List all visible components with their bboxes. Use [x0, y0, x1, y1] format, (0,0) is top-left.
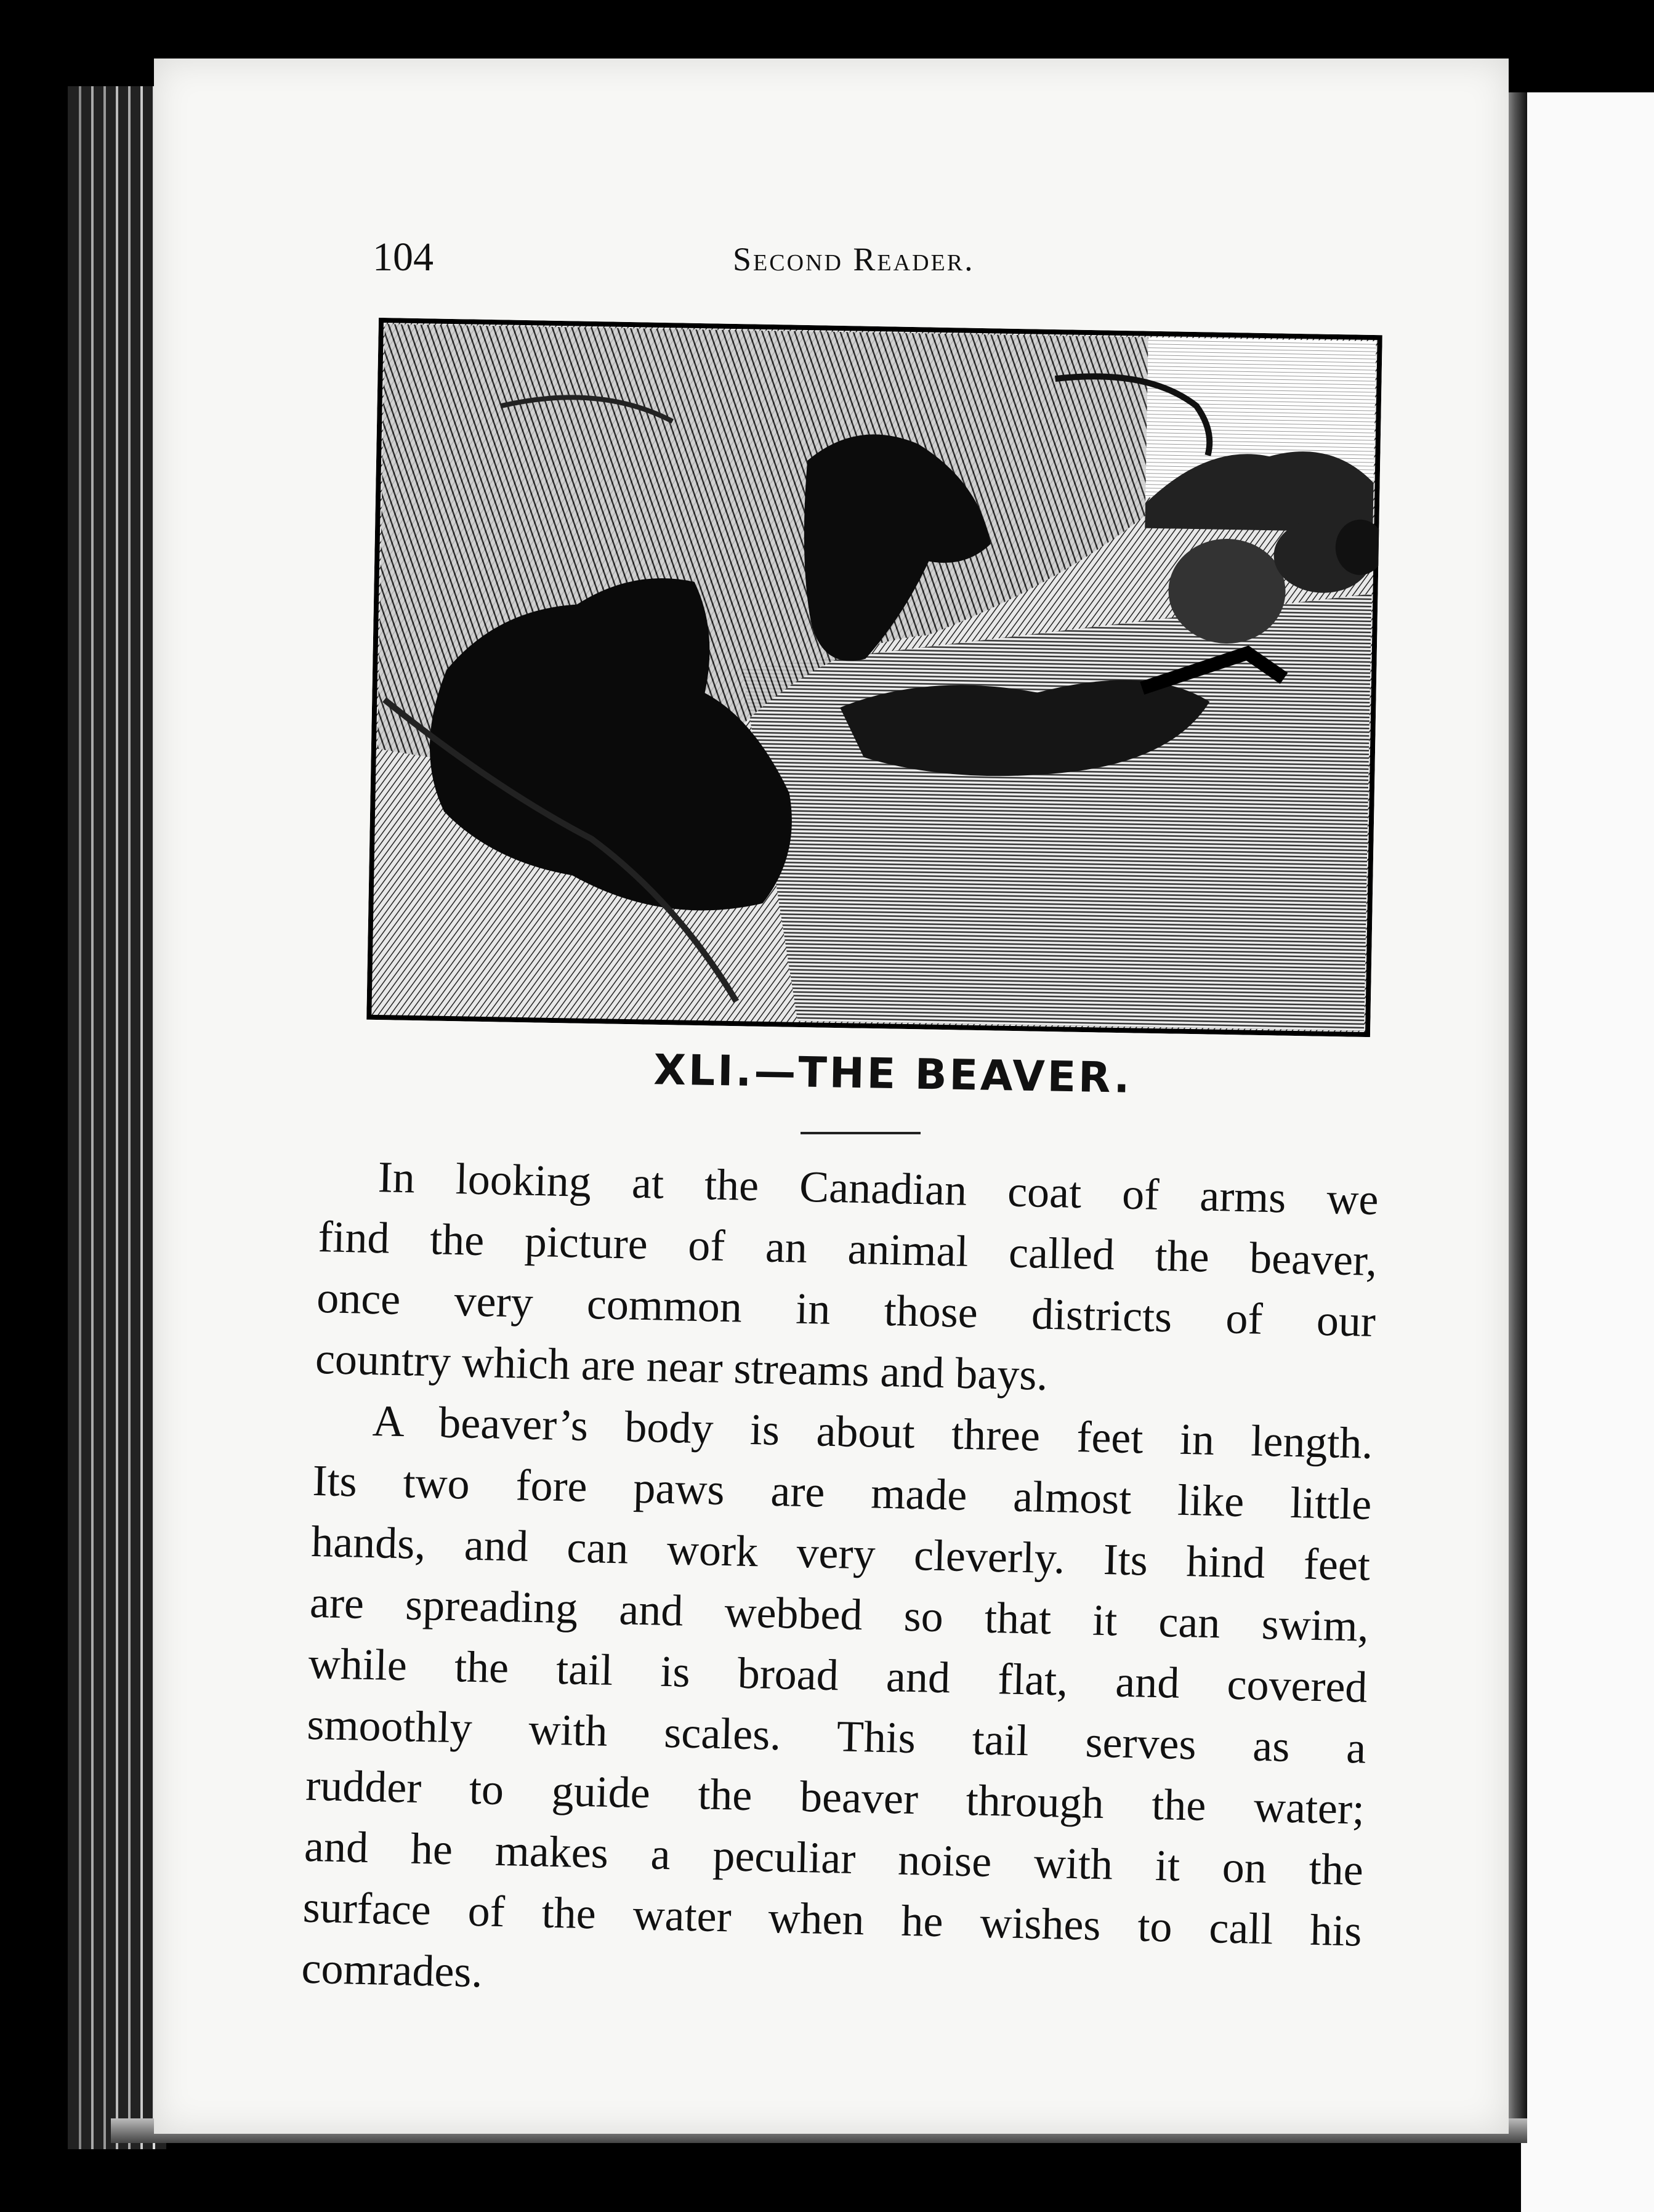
- text-line: surface of the water when he wishes to call his: [302, 1882, 1363, 1956]
- page-number: 104: [373, 235, 434, 280]
- text-line: smoothly with scales. This tail serves as a: [306, 1699, 1367, 1773]
- text-line: find the picture of an animal called the beaver,: [317, 1211, 1378, 1285]
- text-line: once very common in those districts of our: [316, 1272, 1376, 1346]
- text-line: and he makes a peculiar noise with it on the: [304, 1821, 1364, 1895]
- paragraph-1: [315, 1145, 1379, 1413]
- paragraph-2: [301, 1389, 1374, 2023]
- text-line: A beaver’s body is about three feet in length.: [371, 1396, 1374, 1468]
- text-line: hands, and can work very cleverly. Its hind feet: [310, 1516, 1371, 1590]
- title-rule: [801, 1132, 921, 1134]
- text-line: In looking at the Canadian coat of arms we: [377, 1152, 1379, 1224]
- facing-page: [1521, 92, 1654, 2212]
- text-line: country which are near streams and bays.: [315, 1333, 1049, 1400]
- text-line: rudder to guide the beaver through the water;: [305, 1760, 1365, 1834]
- text-line: comrades.: [301, 1943, 483, 1997]
- beaver-engraving-icon: [366, 318, 1382, 1037]
- text-line: while the tail is broad and flat, and covered: [308, 1638, 1368, 1712]
- lesson-title: XLI.—THE BEAVER.: [653, 1046, 1133, 1103]
- text-line: are spreading and webbed so that it can swim,: [309, 1577, 1370, 1651]
- running-head: Second Reader.: [733, 241, 975, 278]
- page-header: [373, 234, 1062, 302]
- lesson-body: [301, 1145, 1379, 2023]
- text-line: Its two fore paws are made almost like little: [312, 1455, 1373, 1529]
- page-edges: [68, 86, 166, 2149]
